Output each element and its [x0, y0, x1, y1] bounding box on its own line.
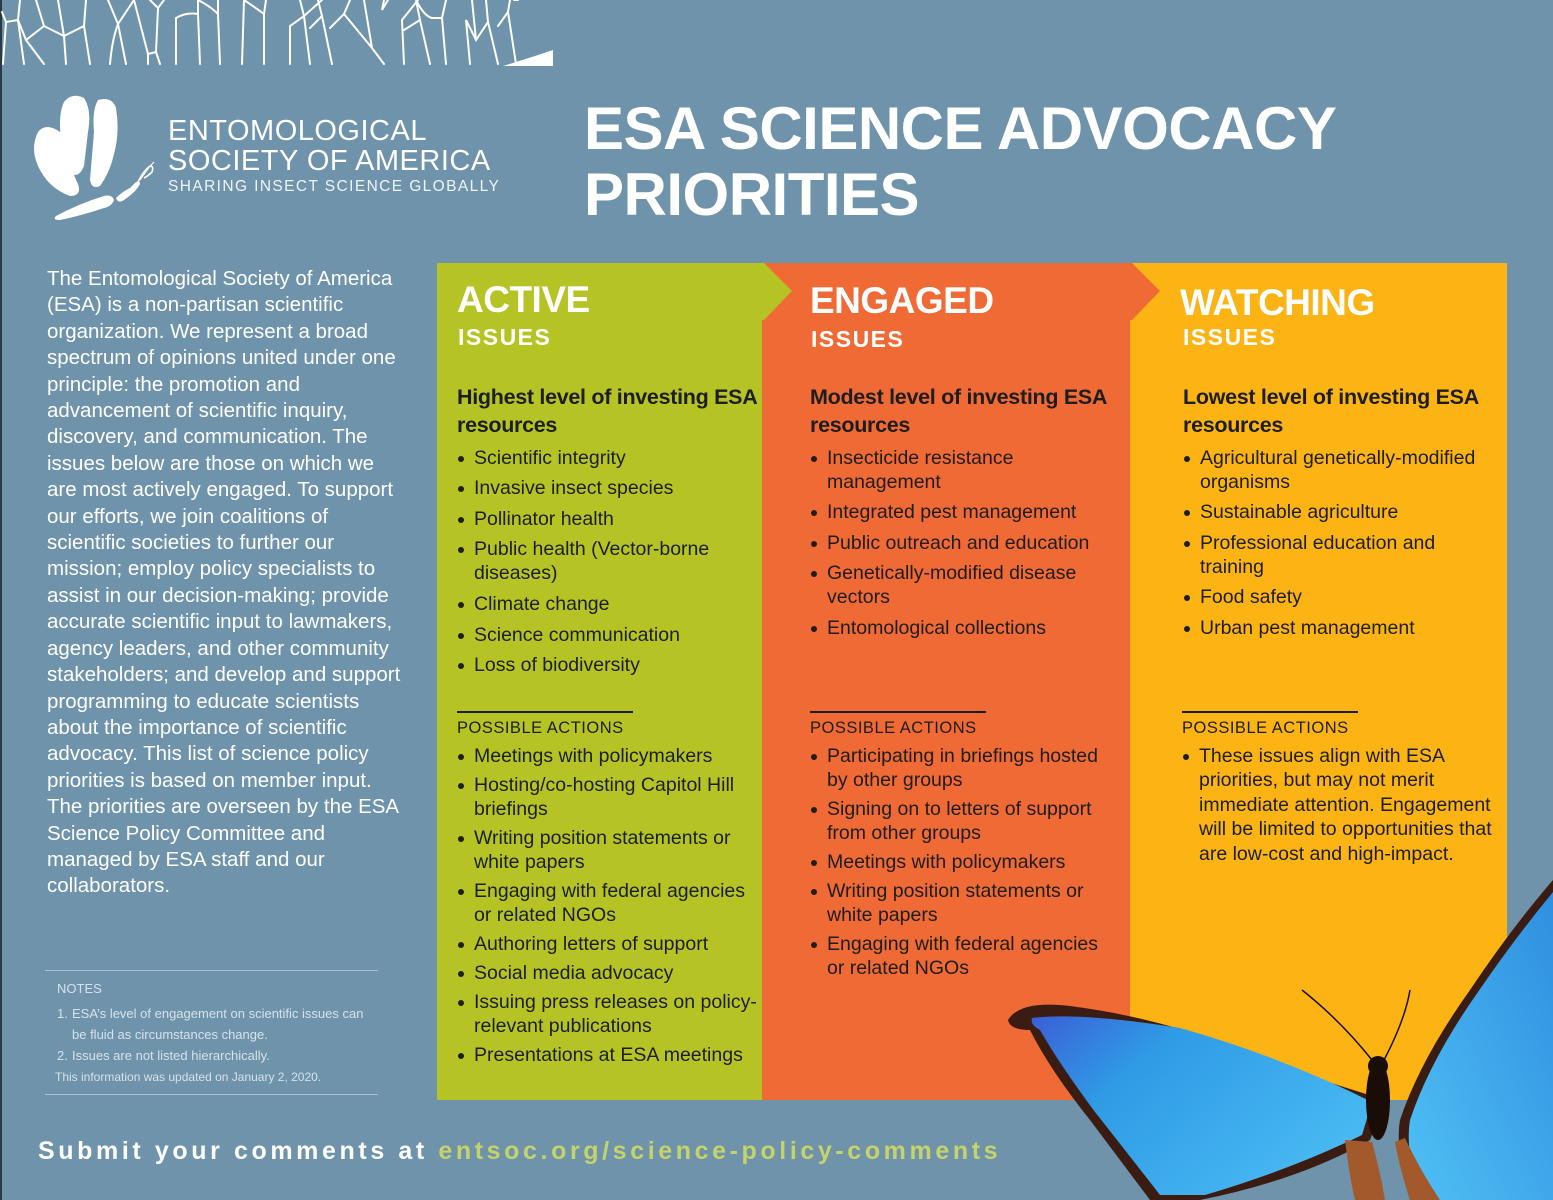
org-name-line-2: SOCIETY OF AMERICA	[168, 145, 491, 177]
org-tagline: SHARING INSECT SCIENCE GLOBALLY	[168, 178, 501, 195]
page-title	[584, 96, 1344, 228]
issue-item: Urban pest management	[1183, 616, 1503, 640]
issue-item: Invasive insect species	[457, 476, 757, 500]
column-subtitle: ISSUES	[458, 324, 552, 350]
comment-call-to-action	[38, 1135, 1001, 1167]
organization-name	[168, 116, 500, 198]
org-name-line-1: ENTOMOLOGICAL	[168, 115, 427, 147]
actions-list	[1182, 744, 1502, 866]
note-number: 2.	[57, 1048, 68, 1063]
divider	[810, 711, 986, 713]
investment-level: Modest level of investing ESA resources	[810, 385, 1107, 437]
updated-date-note: This information was updated on January 2, 2020.	[55, 1070, 322, 1084]
notes-heading: NOTES	[57, 981, 102, 996]
issues-group	[1183, 383, 1503, 640]
issue-item: Agricultural genetically-modified organisms	[1183, 446, 1503, 494]
frame-edge	[0, 0, 2, 1200]
issue-item: Loss of biodiversity	[457, 653, 757, 677]
notes-box	[45, 970, 378, 1095]
action-item: Meetings with policymakers	[457, 744, 757, 768]
issue-item: Integrated pest management	[810, 500, 1120, 524]
action-item: Meetings with policymakers	[810, 850, 1120, 874]
issue-item: Food safety	[1183, 585, 1503, 609]
action-item: Hosting/co-hosting Capitol Hill briefings	[457, 773, 757, 821]
column-title: ENGAGED	[810, 280, 994, 321]
note-text: Issues are not listed hierarchically.	[72, 1048, 270, 1063]
chevron-arrow-icon	[1130, 263, 1160, 320]
divider	[457, 711, 633, 713]
action-item: Engaging with federal agencies or related NGOs	[457, 879, 757, 927]
action-item: Engaging with federal agencies or related NGOs	[810, 932, 1120, 980]
issues-group	[457, 383, 757, 677]
column-title: WATCHING	[1180, 282, 1375, 323]
issue-item: Public outreach and education	[810, 531, 1120, 555]
wing-veins-decoration	[0, 0, 1553, 66]
column-subtitle: ISSUES	[811, 326, 905, 352]
issue-item: Climate change	[457, 592, 757, 616]
action-item: These issues align with ESA priorities, but may not merit immediate attention. Engagement will be limited to opportunities that are low-cost and high-impact.	[1182, 744, 1502, 866]
note-number: 1.	[57, 1006, 68, 1021]
issue-item: Genetically-modified disease vectors	[810, 561, 1120, 609]
cta-lead-text: Submit your comments at	[38, 1137, 439, 1165]
issue-item: Insecticide resistance management	[810, 446, 1120, 494]
blue-morpho-butterfly-image	[1000, 880, 1553, 1200]
investment-level: Lowest level of investing ESA resources	[1183, 385, 1479, 437]
page-title-line-2: PRIORITIES	[584, 161, 920, 228]
investment-level: Highest level of investing ESA resources	[457, 385, 757, 437]
issues-list	[810, 446, 1120, 640]
issues-list	[1183, 446, 1503, 640]
action-item: Authoring letters of support	[457, 932, 757, 956]
column-subtitle: ISSUES	[1183, 324, 1277, 350]
actions-group	[457, 711, 757, 1067]
issues-group	[810, 383, 1120, 640]
actions-list	[457, 744, 757, 1067]
action-item: Participating in briefings hosted by other groups	[810, 744, 1120, 792]
page-title-line-1: ESA SCIENCE ADVOCACY	[584, 95, 1337, 162]
actions-heading: POSSIBLE ACTIONS	[1182, 719, 1349, 737]
chevron-arrow-icon	[762, 263, 792, 320]
issue-item: Public health (Vector-borne diseases)	[457, 537, 757, 585]
issue-item: Pollinator health	[457, 507, 757, 531]
butterfly-logo-icon	[26, 92, 156, 222]
action-item: Signing on to letters of support from other groups	[810, 797, 1120, 845]
action-item: Issuing press releases on policy-relevant publications	[457, 990, 757, 1038]
actions-group	[1182, 711, 1502, 866]
issue-item: Professional education and training	[1183, 531, 1503, 579]
note-item	[57, 1045, 368, 1066]
note-item	[57, 1003, 368, 1045]
intro-paragraph: The Entomological Society of America (ESA) is a non-partisan scientific organization. We represent a broad spectrum of opinions united under one principle: the promotion and advancement of scientific inquiry, discovery, and communication. The issues below are those on which we are most actively engaged. To support our efforts, we join coalitions of scientific societies to further our mission; employ policy specialists to assist in our decision-making; provide accurate scientific input to lawmakers, agency leaders, and other community stakeholders; and develop and support programming to educate scientists about the importance of scientific advocacy. This list of science policy priorities is based on member input. The priorities are overseen by the ESA Science Policy Committee and managed by ESA staff and our collaborators.	[47, 267, 401, 898]
action-item: Presentations at ESA meetings	[457, 1043, 757, 1067]
comments-link[interactable]: entsoc.org/science-policy-comments	[438, 1137, 1002, 1165]
action-item: Social media advocacy	[457, 961, 757, 985]
actions-heading: POSSIBLE ACTIONS	[810, 719, 977, 737]
actions-heading: POSSIBLE ACTIONS	[457, 719, 624, 737]
issues-list	[457, 446, 757, 678]
issue-item: Science communication	[457, 623, 757, 647]
action-item: Writing position statements or white papers	[810, 879, 1120, 927]
column-title: ACTIVE	[457, 279, 590, 320]
divider	[1182, 711, 1358, 713]
note-text: ESA’s level of engagement on scientific issues can be fluid as circumstances change.	[72, 1006, 364, 1042]
issue-item: Scientific integrity	[457, 446, 757, 470]
issue-item: Sustainable agriculture	[1183, 500, 1503, 524]
action-item: Writing position statements or white papers	[457, 826, 757, 874]
issue-item: Entomological collections	[810, 616, 1120, 640]
